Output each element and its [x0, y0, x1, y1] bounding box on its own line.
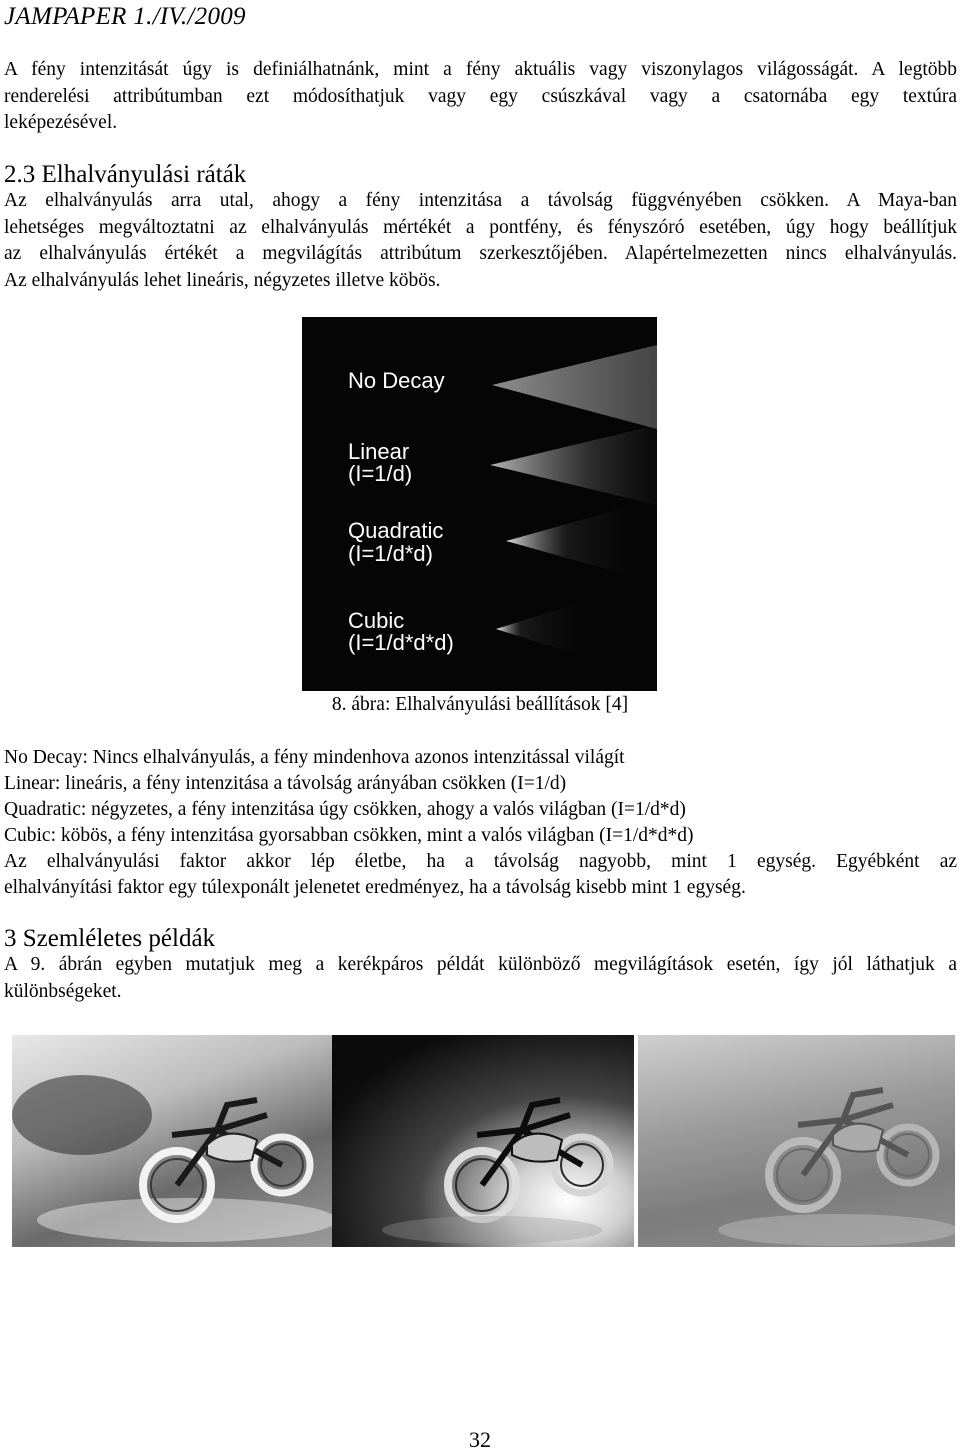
label-cubic-formula: (I=1/d*d*d) — [348, 630, 454, 655]
label-linear: Linear — [348, 439, 410, 464]
label-quadratic-formula: (I=1/d*d) — [348, 541, 433, 566]
section-2-3-paragraph — [4, 188, 957, 294]
intro-paragraph — [4, 57, 957, 137]
section-3-title: 3 Szemléletes példák — [4, 925, 216, 952]
decay-description-list — [4, 745, 957, 901]
section-3-line-2: különbségeket. — [4, 980, 122, 1002]
beam-linear — [490, 425, 657, 505]
decay-factor-line-1: Az elhalványulási faktor akkor lép életbe, ha a távolság nagyobb, mint 1 egység. Egyébként az — [4, 851, 957, 872]
decay-item-quadratic: Quadratic: négyzetes, a fény intenzitása úgy csökken, ahogy a valós világban (I=1/d*d) — [4, 799, 686, 820]
beam-quadratic — [506, 503, 642, 579]
section-2-3-line-2: lehetséges megváltoztatni az elhalványulás mértékét a pontfény, és fényszóró esetében, úgy hogy beállítjuk — [4, 216, 957, 238]
beam-no-decay — [492, 345, 657, 429]
label-cubic: Cubic — [348, 608, 405, 633]
intro-line-1: A fény intenzitását úgy is definiálhatnánk, mint a fény aktuális vagy viszonylagos világosságát. A legtöbb — [4, 59, 957, 80]
figure-caption: 8. ábra: Elhalványulási beállítások [4] — [331, 694, 629, 715]
label-quadratic: Quadratic — [348, 518, 444, 543]
bicycle-image-2 — [332, 1035, 634, 1247]
intro-line-3: leképezésével. — [4, 112, 118, 133]
section-3-line-1: A 9. ábrán egyben mutatjuk meg a kerékpáros példát különböző megvilágítások esetén, így jól láthatjuk a — [4, 954, 957, 975]
section-2-3-line-3: az elhalványulás értékét a megvilágítás attribútum szerkesztőjében. Alapértelmezetten nincs elhalványulás. — [4, 243, 957, 264]
section-2-3-title: 2.3 Elhalványulási ráták — [4, 161, 247, 188]
decay-factor-line-2: elhalványítási faktor egy túlexponált jelenetet eredményez, ha a távolság kisebb mint 1 egység. — [4, 877, 746, 898]
section-3-paragraph — [4, 952, 957, 1005]
label-linear-formula: (I=1/d) — [348, 461, 413, 486]
section-2-3-line-4: Az elhalványulás lehet lineáris, négyzetes illetve köbös. — [4, 269, 441, 291]
decay-item-no-decay: No Decay: Nincs elhalványulás, a fény mindenhova azonos intenzitással világít — [4, 747, 625, 768]
decay-figure — [302, 317, 657, 691]
bicycle-render-3 — [638, 1035, 955, 1247]
decay-item-linear: Linear: lineáris, a fény intenzitása a távolság arányában csökken (I=1/d) — [4, 773, 567, 794]
intro-line-2: renderelési attribútumban ezt módosíthatjuk vagy egy csúszkával vagy a csatornába egy textúra — [4, 85, 957, 107]
bicycle-image-1 — [12, 1035, 332, 1247]
beam-cubic — [496, 599, 592, 659]
decay-item-cubic: Cubic: köbös, a fény intenzitása gyorsabban csökken, mint a valós világban (I=1/d*d*d) — [4, 825, 694, 846]
bicycle-render-1 — [12, 1035, 332, 1247]
page-number: 32 — [469, 1427, 491, 1452]
bicycle-render-2 — [332, 1035, 634, 1247]
label-no-decay: No Decay — [348, 368, 445, 393]
bicycle-image-3 — [638, 1035, 955, 1247]
journal-header: JAMPAPER 1./IV./2009 — [4, 3, 246, 30]
section-2-3-line-1: Az elhalványulás arra utal, ahogy a fény intenzitása a távolság függvényében csökken. A Maya-ban — [4, 190, 957, 211]
